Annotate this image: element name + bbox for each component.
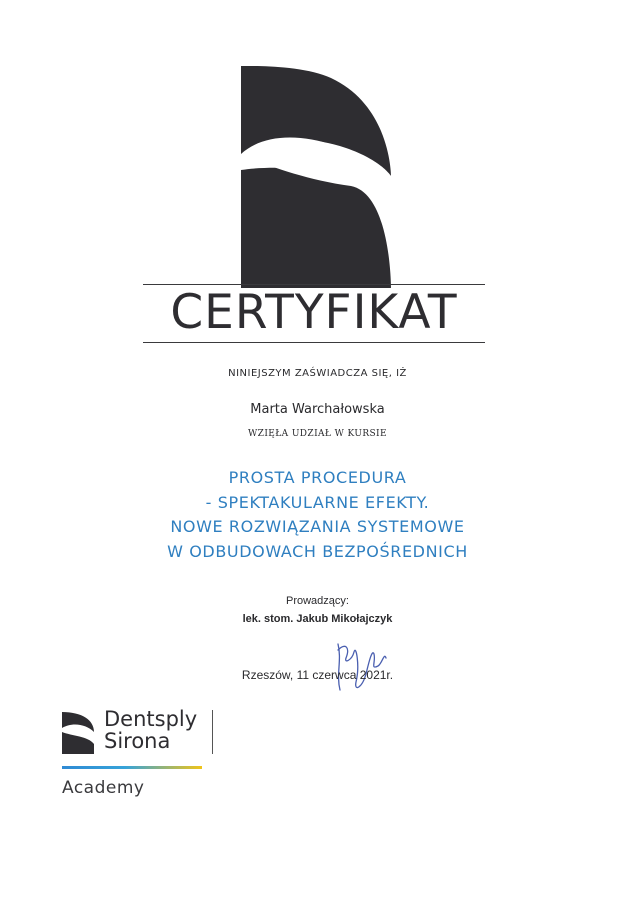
signature-icon — [328, 630, 398, 700]
recipient-name: Marta Warchałowska — [250, 402, 385, 417]
course-title-line: W ODBUDOWACH BEZPOŚREDNICH — [167, 541, 468, 561]
brand-name — [104, 708, 197, 752]
title-bottom-rule — [143, 342, 485, 343]
brand-name-line2: Sirona — [104, 729, 171, 753]
certificate-title: CERTYFIKAT — [170, 285, 458, 340]
brand-name-line1: Dentsply — [104, 707, 198, 731]
brand-divider — [212, 710, 213, 754]
course-title-line: PROSTA PROCEDURA — [228, 468, 407, 487]
brand-logo — [62, 708, 232, 770]
took-part-text: WZIĘŁA UDZIAŁ W KURSIE — [248, 429, 387, 439]
dentsply-sirona-icon — [62, 712, 94, 754]
instructor-name: lek. stom. Jakub Mikołajczyk — [242, 613, 393, 625]
dentsply-logo-mark-icon — [241, 66, 391, 288]
academy-label: Academy — [62, 778, 145, 798]
place-date: Rzeszów, 11 czerwca 2021r. — [241, 668, 394, 682]
course-title-line: NOWE ROZWIĄZANIA SYSTEMOWE — [170, 517, 465, 536]
course-title-line: - SPEKTAKULARNE EFEKTY. — [205, 492, 430, 512]
title-block — [143, 284, 485, 343]
course-title — [0, 466, 635, 564]
brand-color-bar — [62, 766, 202, 769]
led-by-label: Prowadzący: — [286, 595, 349, 607]
certifies-text: NINIEJSZYM ZAŚWIADCZA SIĘ, IŻ — [228, 368, 407, 379]
